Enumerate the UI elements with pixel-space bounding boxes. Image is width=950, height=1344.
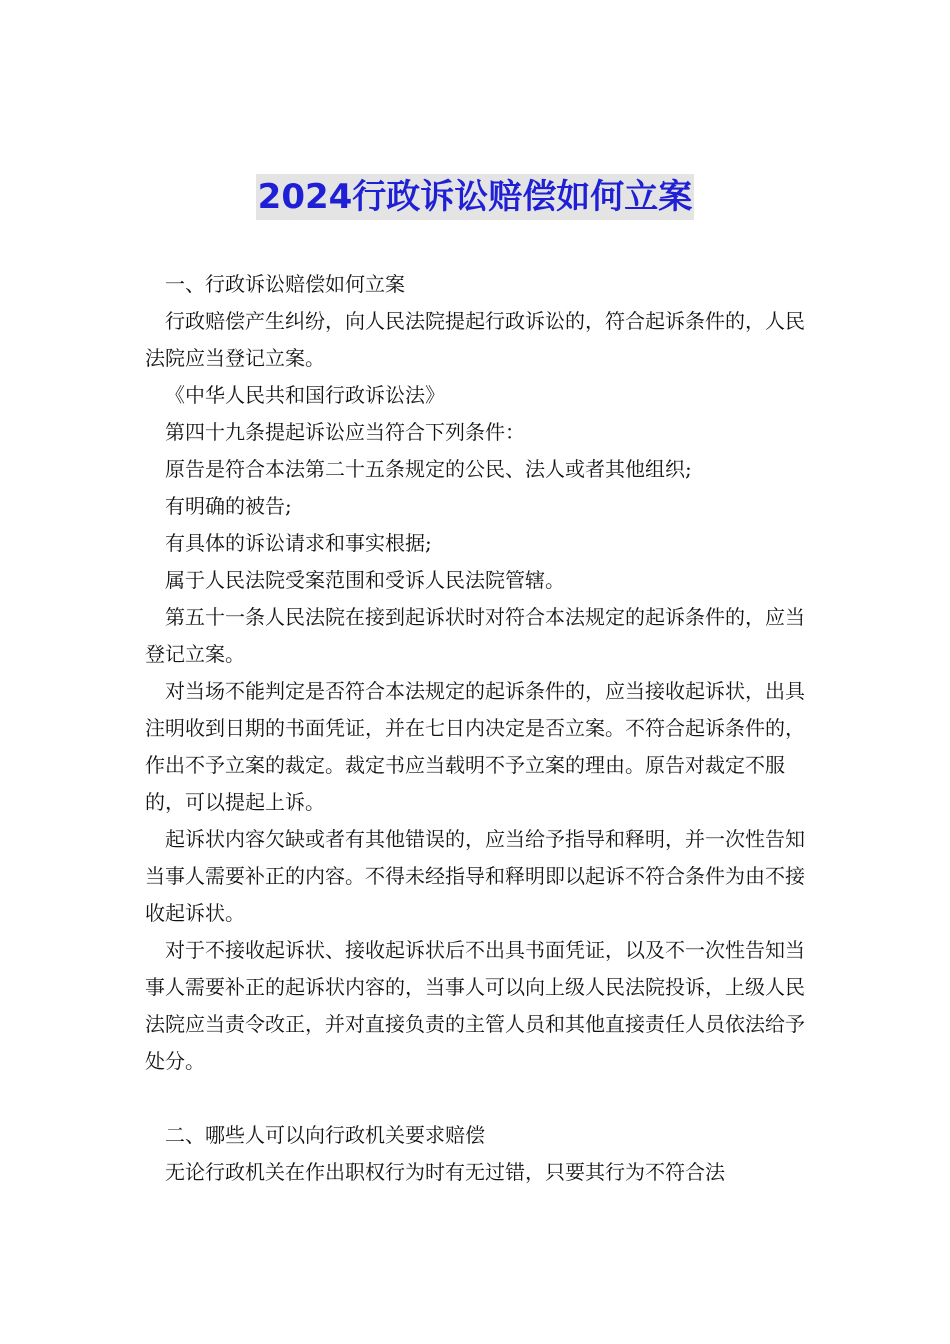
- paragraph: 原告是符合本法第二十五条规定的公民、法人或者其他组织;: [165, 457, 692, 481]
- paragraph: 属于人民法院受案范围和受诉人民法院管辖。: [165, 568, 565, 592]
- title-container: [0, 174, 950, 220]
- section-gap: [145, 1080, 807, 1117]
- paragraph: 有明确的被告;: [165, 494, 292, 518]
- document-title: 2024行政诉讼赔偿如何立案: [256, 174, 695, 220]
- paragraph: 起诉状内容欠缺或者有其他错误的，应当给予指导和释明，并一次性告知当事人需要补正的内容。不得未经指导和释明即以起诉不符合条件为由不接收起诉状。: [145, 827, 805, 925]
- paragraph: 有具体的诉讼请求和事实根据;: [165, 531, 432, 555]
- document-body: [145, 266, 807, 1191]
- paragraph: 对当场不能判定是否符合本法规定的起诉条件的，应当接收起诉状，出具注明收到日期的书面凭证，并在七日内决定是否立案。不符合起诉条件的，作出不予立案的裁定。裁定书应当载明不予立案的理由。原告对裁定不服的，可以提起上诉。: [145, 679, 805, 814]
- paragraph: 第四十九条提起诉讼应当符合下列条件：: [165, 420, 525, 444]
- paragraph: 《中华人民共和国行政诉讼法》: [165, 383, 445, 407]
- paragraph: 行政赔偿产生纠纷，向人民法院提起行政诉讼的，符合起诉条件的，人民法院应当登记立案。: [145, 309, 805, 370]
- paragraph: 无论行政机关在作出职权行为时有无过错，只要其行为不符合法: [165, 1160, 725, 1184]
- paragraph: 对于不接收起诉状、接收起诉状后不出具书面凭证，以及不一次性告知当事人需要补正的起诉状内容的，当事人可以向上级人民法院投诉，上级人民法院应当责令改正，并对直接负责的主管人员和其他直接责任人员依法给予处分。: [145, 938, 805, 1073]
- section-1-heading: 一、行政诉讼赔偿如何立案: [165, 272, 405, 296]
- section-2-heading: 二、哪些人可以向行政机关要求赔偿: [165, 1123, 485, 1147]
- paragraph: 第五十一条人民法院在接到起诉状时对符合本法规定的起诉条件的，应当登记立案。: [145, 605, 805, 666]
